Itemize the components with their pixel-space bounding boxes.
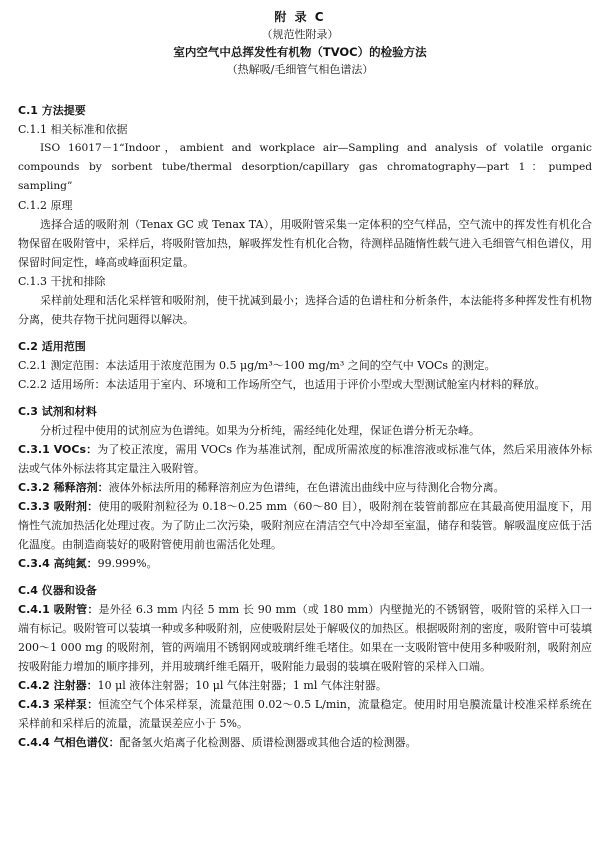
- c4-3-label: C.4.3 采样泵：: [18, 698, 99, 711]
- c2-1-label: C.2.1 测定范围：: [18, 359, 106, 372]
- c2-1-text: 本法适用于浓度范围为 0.5 μg/m³～100 mg/m³ 之间的空气中 VOCs 的测定。: [105, 359, 496, 372]
- appendix-label: 附 录 C: [274, 10, 326, 24]
- section-c4-heading: C.4 仪器和设备: [18, 584, 97, 597]
- c3-3-paragraph: [18, 497, 592, 554]
- appendix-header: [0, 0, 600, 78]
- c3-intro: 分析过程中使用的试剂应为色谱纯。如果为分析纯，需经纯化处理，保证色谱分析无杂峰。: [40, 424, 480, 437]
- appendix-title: 室内空气中总挥发性有机物（TVOC）的检验方法: [173, 45, 427, 59]
- c3-4-text: 99.999%。: [97, 557, 158, 570]
- c3-1-text: 为了校正浓度，需用 VOCs 作为基准试剂，配成所需浓度的标准溶液或标准气体，然后采用液体外标法或气体外标法将其定量注入吸附管。: [18, 443, 592, 475]
- c1-3-text: 采样前处理和活化采样管和吸附剂，使干扰减到最小；选择合适的色谱柱和分析条件，本法能将多种挥发性有机物分离，使共存物干扰问题得以解决。: [18, 294, 592, 326]
- c3-3-label: C.3.3 吸附剂：: [18, 500, 99, 513]
- c1-3-heading: C.1.3 干扰和排除: [18, 275, 106, 288]
- c4-3-text: 恒流空气个体采样泵，流量范围 0.02～0.5 L/min，流量稳定。使用时用皂膜流量计校准采样系统在采样前和采样后的流量，流量误差应小于 5%。: [18, 698, 592, 730]
- c4-1-paragraph: [18, 600, 592, 676]
- c3-2-label: C.3.2 稀释溶剂：: [18, 481, 109, 494]
- c4-3-paragraph: [18, 695, 592, 733]
- c1-2-text: 选择合适的吸附剂（Tenax GC 或 Tenax TA），用吸附管采集一定体积的空气样品，空气流中的挥发性有机化合物保留在吸附管中，采样后，将吸附管加热，解吸挥发性有机化合物，待测样品随惰性载气进入毛细管气相色谱仪，用保留时间定性，峰高或峰面积定量。: [18, 218, 592, 269]
- c4-2-label: C.4.2 注射器：: [18, 679, 98, 692]
- method-subtitle: （热解吸/毛细管气相色谱法）: [226, 63, 374, 76]
- c4-4-text: 配备氢火焰离子化检测器、质谱检测器或其他合适的检测器。: [119, 736, 417, 749]
- c4-2-paragraph: [18, 676, 592, 695]
- c3-4-label: C.3.4 高纯氮：: [18, 557, 98, 570]
- c2-2-paragraph: [18, 375, 592, 394]
- c2-1-paragraph: [18, 356, 592, 375]
- normative-note: （规范性附录）: [261, 28, 339, 41]
- c4-2-text: 10 μl 液体注射器；10 μl 气体注射器；1 ml 气体注射器。: [97, 679, 387, 692]
- section-c2-heading: C.2 适用范围: [18, 340, 86, 353]
- c2-2-text: 本法适用于室内、环境和工作场所空气，也适用于评价小型或大型测试舱室内材料的释放。: [105, 378, 546, 391]
- c3-4-paragraph: [18, 554, 592, 573]
- c1-2-heading: C.1.2 原理: [18, 199, 73, 212]
- c3-2-paragraph: [18, 478, 592, 497]
- section-c1-heading: C.1 方法提要: [18, 104, 86, 117]
- c3-1-paragraph: [18, 440, 592, 478]
- c1-1-text: ISO 16017－1“Indoor，ambient and workplace air—Sampling and analysis of volatile organic compounds by sorbent tube/thermal desorption/capillary gas chromatography—part 1：pumped sampling”: [18, 142, 592, 192]
- c4-1-text: 是外径 6.3 mm 内径 5 mm 长 90 mm（或 180 mm）内壁抛光的不锈钢管，吸附管的采样入口一端有标记。吸附管可以装填一种或多种吸附剂，应使吸附层处于解吸仪的加热区。根据吸附剂的密度，吸附管中可装填 200～1 000 mg 的吸附剂，管的两端用不锈钢网或玻璃纤维毛堵住。如果在一支吸附管中使用多种吸附剂，吸附剂应按吸附能力增加的顺序排列，并用玻璃纤维毛隔开，吸附能力最弱的装填在吸附管的采样入口端。: [18, 603, 592, 673]
- c1-1-heading: C.1.1 相关标准和依据: [18, 123, 128, 136]
- section-c3-heading: C.3 试剂和材料: [18, 405, 97, 418]
- c3-2-text: 液体外标法所用的稀释溶剂应为色谱纯，在色谱流出曲线中应与待测化合物分离。: [108, 481, 505, 494]
- c4-4-paragraph: [18, 733, 592, 752]
- c4-4-label: C.4.4 气相色谱仪：: [18, 736, 120, 749]
- document-body: [18, 102, 592, 752]
- c2-2-label: C.2.2 适用场所：: [18, 378, 106, 391]
- c3-3-text: 使用的吸附剂粒径为 0.18～0.25 mm（60～80 目），吸附剂在装管前都应在其最高使用温度下，用惰性气流加热活化处理过夜。为了防止二次污染，吸附剂应在清洁空气中冷却至室温，储存和装管。解吸温度应低于活化温度。由制造商装好的吸附管使用前也需活化处理。: [18, 500, 593, 551]
- c3-1-label: C.3.1 VOCs：: [18, 443, 98, 456]
- c4-1-label: C.4.1 吸附管：: [18, 603, 99, 616]
